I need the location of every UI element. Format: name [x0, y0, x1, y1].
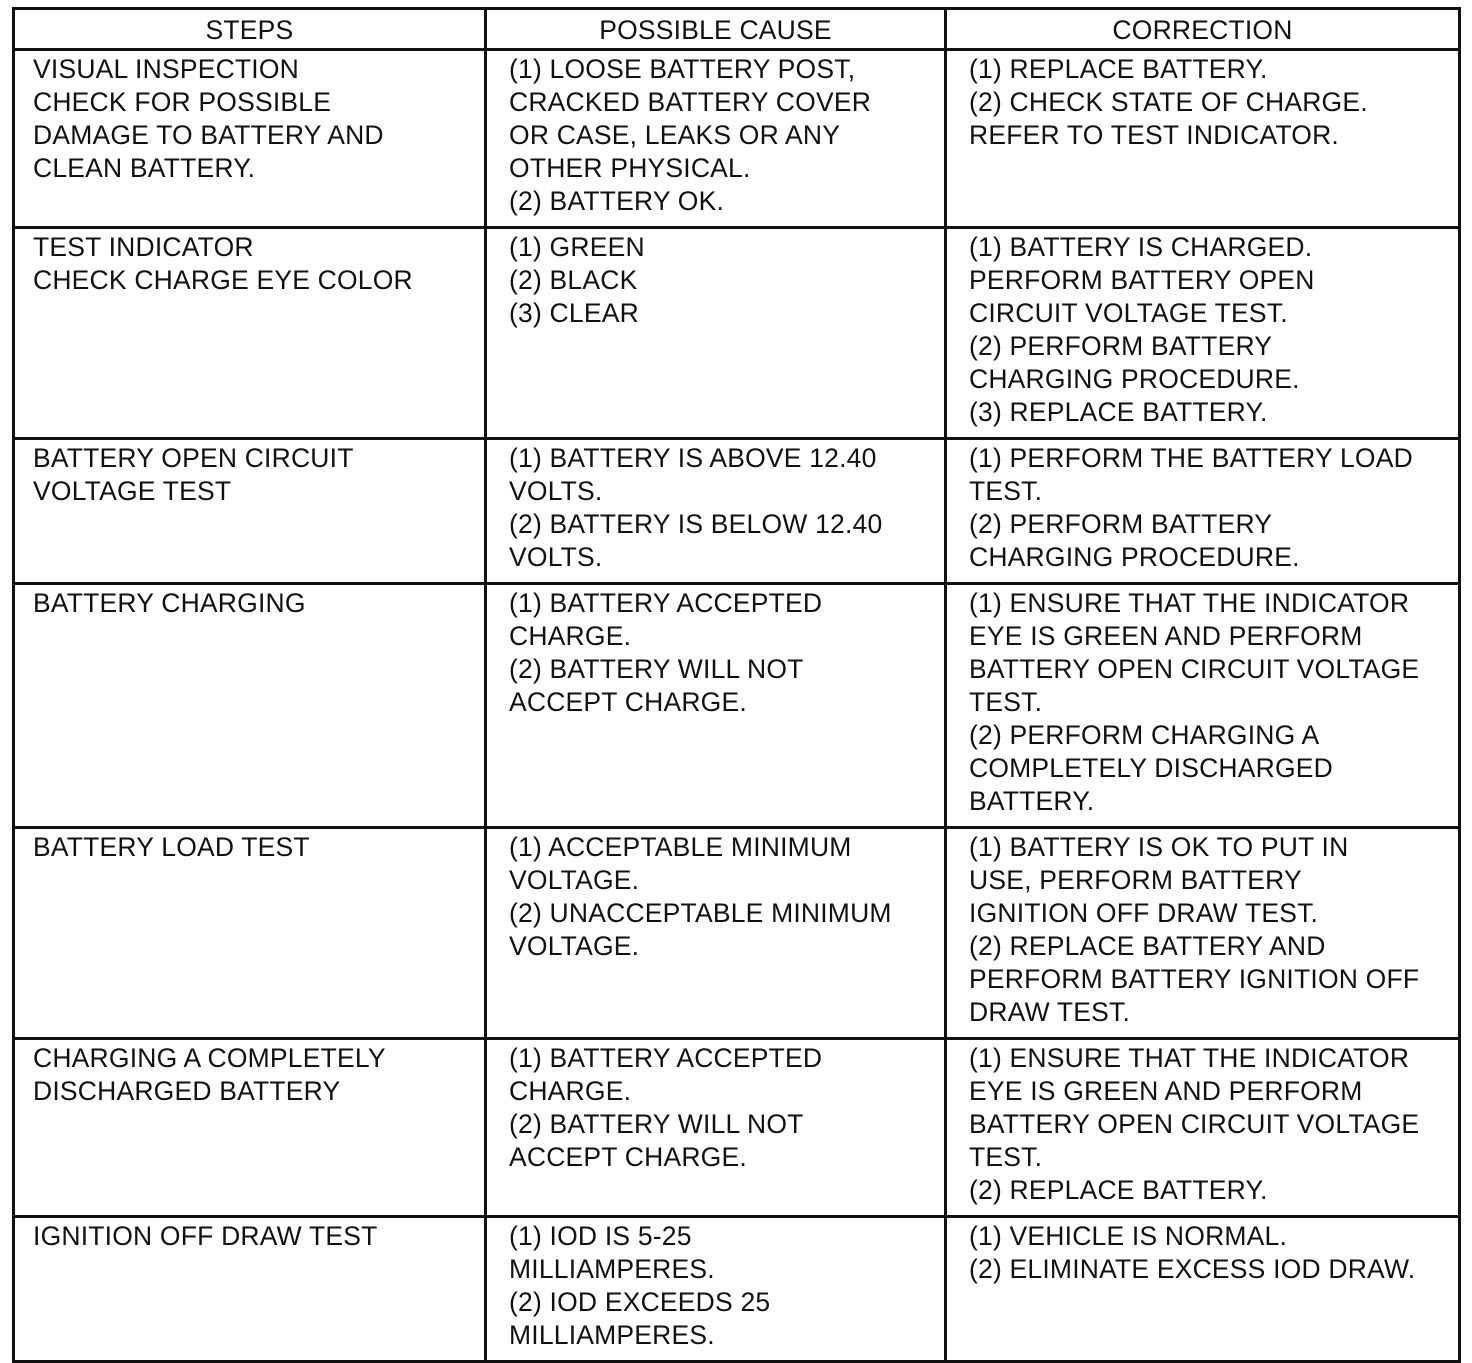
correction-line: (2) PERFORM BATTERY: [969, 509, 1273, 539]
cause-cell: [486, 50, 946, 228]
correction-line: (1) REPLACE BATTERY.: [969, 54, 1268, 84]
header-possible-cause: POSSIBLE CAUSE: [486, 9, 946, 50]
correction-line: USE, PERFORM BATTERY: [969, 865, 1302, 895]
correction-line: BATTERY OPEN CIRCUIT VOLTAGE: [969, 654, 1420, 684]
cause-line: (1) BATTERY ACCEPTED: [509, 1043, 823, 1073]
step-line: BATTERY CHARGING: [33, 588, 306, 618]
step-line: DISCHARGED BATTERY: [33, 1076, 341, 1106]
cause-cell: [486, 584, 946, 828]
table-row: [14, 50, 1460, 228]
step-cell: [14, 228, 486, 439]
header-row: [14, 9, 1460, 50]
correction-line: (2) ELIMINATE EXCESS IOD DRAW.: [969, 1254, 1416, 1284]
cause-line: VOLTAGE.: [509, 931, 640, 961]
correction-line: (2) CHECK STATE OF CHARGE.: [969, 87, 1368, 117]
table-row: [14, 828, 1460, 1039]
correction-line: BATTERY.: [969, 786, 1095, 816]
step-line: DAMAGE TO BATTERY AND: [33, 120, 384, 150]
cause-line: OR CASE, LEAKS OR ANY: [509, 120, 841, 150]
cause-line: (2) IOD EXCEEDS 25: [509, 1287, 771, 1317]
cause-line: (2) BATTERY IS BELOW 12.40: [509, 509, 883, 539]
correction-line: (2) PERFORM CHARGING A: [969, 720, 1320, 750]
correction-line: CHARGING PROCEDURE.: [969, 542, 1300, 572]
cause-line: (2) UNACCEPTABLE MINIMUM: [509, 898, 892, 928]
correction-line: TEST.: [969, 1142, 1043, 1172]
step-line: CHECK FOR POSSIBLE: [33, 87, 332, 117]
correction-line: PERFORM BATTERY OPEN: [969, 265, 1315, 295]
cause-line: (1) ACCEPTABLE MINIMUM: [509, 832, 852, 862]
step-cell: [14, 439, 486, 584]
correction-line: (2) PERFORM BATTERY: [969, 331, 1273, 361]
correction-line: DRAW TEST.: [969, 997, 1131, 1027]
step-line: CLEAN BATTERY.: [33, 153, 256, 183]
battery-diagnosis-table: [12, 7, 1461, 1363]
table-row: [14, 228, 1460, 439]
correction-cell: [946, 439, 1460, 584]
correction-line: PERFORM BATTERY IGNITION OFF: [969, 964, 1420, 994]
step-line: CHECK CHARGE EYE COLOR: [33, 265, 413, 295]
table-row: [14, 439, 1460, 584]
table-header: [14, 9, 1460, 50]
correction-line: COMPLETELY DISCHARGED: [969, 753, 1333, 783]
step-line: TEST INDICATOR: [33, 232, 254, 262]
cause-line: VOLTAGE.: [509, 865, 640, 895]
correction-line: BATTERY OPEN CIRCUIT VOLTAGE: [969, 1109, 1420, 1139]
cause-line: VOLTS.: [509, 476, 603, 506]
correction-line: EYE IS GREEN AND PERFORM: [969, 621, 1363, 651]
cause-line: CHARGE.: [509, 621, 632, 651]
cause-line: OTHER PHYSICAL.: [509, 153, 751, 183]
cause-line: ACCEPT CHARGE.: [509, 1142, 747, 1172]
step-line: CHARGING A COMPLETELY: [33, 1043, 386, 1073]
cause-cell: [486, 439, 946, 584]
correction-line: (1) ENSURE THAT THE INDICATOR: [969, 588, 1410, 618]
cause-line: VOLTS.: [509, 542, 603, 572]
cause-line: (2) BATTERY WILL NOT: [509, 654, 804, 684]
step-cell: [14, 584, 486, 828]
cause-cell: [486, 1217, 946, 1362]
cause-line: (3) CLEAR: [509, 298, 639, 328]
cause-line: (2) BATTERY WILL NOT: [509, 1109, 804, 1139]
step-cell: [14, 1039, 486, 1217]
cause-line: (2) BATTERY OK.: [509, 186, 725, 216]
correction-line: (1) BATTERY IS CHARGED.: [969, 232, 1313, 262]
correction-line: TEST.: [969, 687, 1043, 717]
correction-line: CHARGING PROCEDURE.: [969, 364, 1300, 394]
cause-cell: [486, 828, 946, 1039]
step-cell: [14, 828, 486, 1039]
correction-line: TEST.: [969, 476, 1043, 506]
cause-line: (1) IOD IS 5-25: [509, 1221, 692, 1251]
correction-line: (1) VEHICLE IS NORMAL.: [969, 1221, 1288, 1251]
step-line: IGNITION OFF DRAW TEST: [33, 1221, 378, 1251]
correction-line: (1) PERFORM THE BATTERY LOAD: [969, 443, 1413, 473]
correction-line: (2) REPLACE BATTERY AND: [969, 931, 1326, 961]
step-cell: [14, 50, 486, 228]
correction-cell: [946, 828, 1460, 1039]
correction-cell: [946, 584, 1460, 828]
correction-cell: [946, 50, 1460, 228]
correction-line: CIRCUIT VOLTAGE TEST.: [969, 298, 1288, 328]
cause-line: (1) GREEN: [509, 232, 645, 262]
step-line: VOLTAGE TEST: [33, 476, 232, 506]
cause-line: (1) BATTERY ACCEPTED: [509, 588, 823, 618]
cause-line: (2) BLACK: [509, 265, 638, 295]
correction-line: (2) REPLACE BATTERY.: [969, 1175, 1268, 1205]
correction-line: (1) BATTERY IS OK TO PUT IN: [969, 832, 1349, 862]
correction-cell: [946, 1217, 1460, 1362]
cause-line: ACCEPT CHARGE.: [509, 687, 747, 717]
table-row: [14, 1217, 1460, 1362]
step-line: BATTERY OPEN CIRCUIT: [33, 443, 354, 473]
correction-line: EYE IS GREEN AND PERFORM: [969, 1076, 1363, 1106]
table-body: [14, 50, 1460, 1362]
correction-line: IGNITION OFF DRAW TEST.: [969, 898, 1319, 928]
correction-line: REFER TO TEST INDICATOR.: [969, 120, 1339, 150]
cause-cell: [486, 228, 946, 439]
table-row: [14, 1039, 1460, 1217]
correction-cell: [946, 1039, 1460, 1217]
cause-line: MILLIAMPERES.: [509, 1254, 715, 1284]
correction-line: (3) REPLACE BATTERY.: [969, 397, 1268, 427]
cause-line: CRACKED BATTERY COVER: [509, 87, 872, 117]
step-line: VISUAL INSPECTION: [33, 54, 300, 84]
correction-line: (1) ENSURE THAT THE INDICATOR: [969, 1043, 1410, 1073]
cause-line: (1) LOOSE BATTERY POST,: [509, 54, 856, 84]
cause-line: CHARGE.: [509, 1076, 632, 1106]
correction-cell: [946, 228, 1460, 439]
cause-line: MILLIAMPERES.: [509, 1320, 715, 1350]
header-steps: STEPS: [14, 9, 486, 50]
cause-line: (1) BATTERY IS ABOVE 12.40: [509, 443, 877, 473]
cause-cell: [486, 1039, 946, 1217]
header-correction: CORRECTION: [946, 9, 1460, 50]
step-line: BATTERY LOAD TEST: [33, 832, 310, 862]
table-row: [14, 584, 1460, 828]
step-cell: [14, 1217, 486, 1362]
